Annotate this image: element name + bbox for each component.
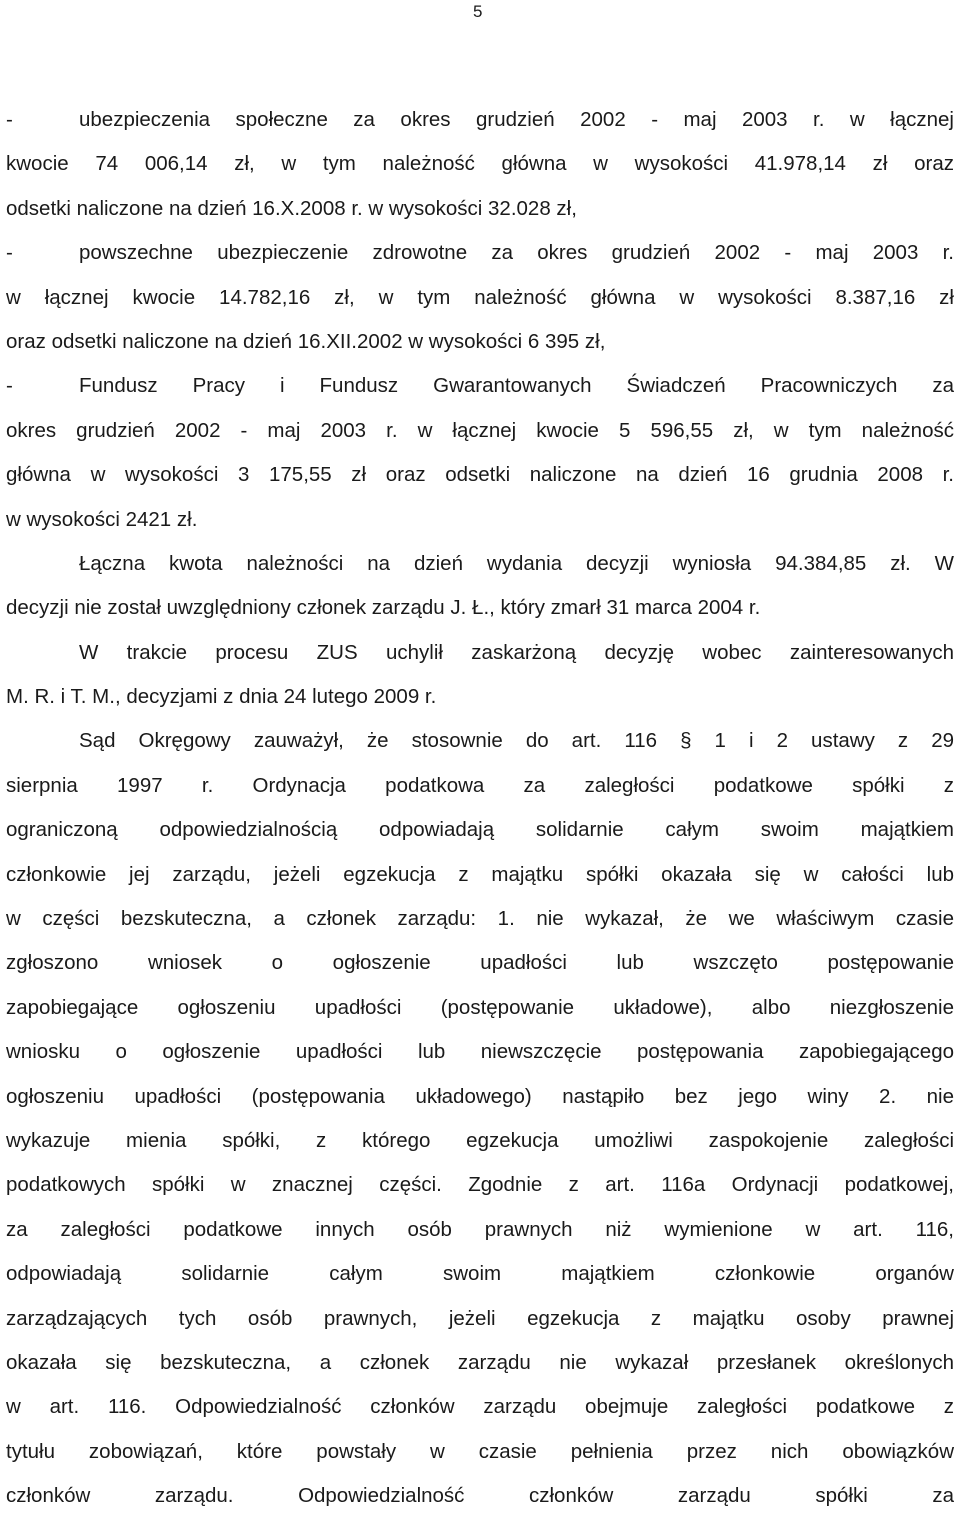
text-line: ubezpieczenia społeczne za okres grudzień 2002 - maj 2003 r. w łącznej: [79, 108, 954, 131]
list-dash: -: [6, 108, 13, 131]
text-line: zarządzających tych osób prawnych, jeżeli egzekucja z majątku osoby prawnej: [6, 1306, 954, 1330]
text-line: tytułu zobowiązań, które powstały w czasie pełnienia przez nich obowiązków: [6, 1439, 954, 1463]
text-line: okres grudzień 2002 - maj 2003 r. w łącznej kwocie 5 596,55 zł, w tym należność: [6, 418, 954, 442]
list-item-health-insurance: [6, 231, 954, 275]
text-line: za zaległości podatkowe innych osób prawnych niż wymienione w art. 116,: [6, 1217, 954, 1241]
text-line: w wysokości 2421 zł.: [6, 507, 198, 531]
list-dash: -: [6, 241, 13, 265]
text-line: ograniczoną odpowiedzialnością odpowiadają solidarnie całym swoim majątkiem: [6, 818, 954, 842]
text-line: sierpnia 1997 r. Ordynacja podatkowa za zaległości podatkowe spółki z: [6, 773, 954, 797]
text-line: zgłoszono wniosek o ogłoszenie upadłości lub wszczęto postępowanie: [6, 951, 954, 975]
text-line: w łącznej kwocie 14.782,16 zł, w tym należność główna w wysokości 8.387,16 zł: [6, 285, 954, 309]
text-line: powszechne ubezpieczenie zdrowotne za okres grudzień 2002 - maj 2003 r.: [79, 241, 954, 265]
text-line: Fundusz Pracy i Fundusz Gwarantowanych Świadczeń Pracowniczych za: [79, 374, 954, 398]
list-item-labour-fund: [6, 364, 954, 408]
list-dash: -: [6, 374, 13, 398]
list-item-social-insurance: [6, 98, 954, 142]
text-line: odpowiadają solidarnie całym swoim majątkiem członkowie organów: [6, 1262, 954, 1286]
text-line: podatkowych spółki w znacznej części. Zgodnie z art. 116a Ordynacji podatkowej,: [6, 1173, 954, 1197]
text-line: członków zarządu. Odpowiedzialność członków zarządu spółki za: [6, 1484, 954, 1508]
text-line: oraz odsetki naliczone na dzień 16.XII.2002 w wysokości 6 395 zł,: [6, 329, 606, 353]
text-line: odsetki naliczone na dzień 16.X.2008 r. w wysokości 32.028 zł,: [6, 196, 577, 220]
page-number: 5: [473, 2, 483, 21]
text-line: kwocie 74 006,14 zł, w tym należność główna w wysokości 41.978,14 zł oraz: [6, 152, 954, 176]
text-line: okazała się bezskuteczna, a członek zarządu nie wykazał przesłanek określonych: [6, 1350, 954, 1374]
text-line: ogłoszeniu upadłości (postępowania układowego) nastąpiło bez jego winy 2. nie: [6, 1084, 954, 1108]
text-line: M. R. i T. M., decyzjami z dnia 24 lutego 2009 r.: [6, 685, 437, 709]
text-line: członkowie jej zarządu, jeżeli egzekucja z majątku spółki okazała się w całości lub: [6, 862, 954, 886]
text-line: w art. 116. Odpowiedzialność członków zarządu obejmuje zaległości podatkowe z: [6, 1395, 954, 1419]
paragraph-court-reasoning: Sąd Okręgowy zauważył, że stosownie do art. 116 § 1 i 2 ustawy z 29: [79, 729, 954, 753]
text-line: decyzji nie został uwzględniony członek zarządu J. Ł., który zmarł 31 marca 2004 r.: [6, 596, 761, 620]
paragraph-total-amount: Łączna kwota należności na dzień wydania decyzji wyniosła 94.384,85 zł. W: [79, 551, 954, 575]
document-body: [6, 98, 954, 1519]
paragraph-zus-decision: W trakcie procesu ZUS uchylił zaskarżoną decyzję wobec zainteresowanych: [79, 640, 954, 664]
text-line: wniosku o ogłoszenie upadłości lub niewszczęcie postępowania zapobiegającego: [6, 1040, 954, 1064]
text-line: główna w wysokości 3 175,55 zł oraz odsetki naliczone na dzień 16 grudnia 2008 r.: [6, 463, 954, 487]
text-line: w części bezskuteczna, a członek zarządu: 1. nie wykazał, że we właściwym czasie: [6, 907, 954, 931]
text-line: wykazuje mienia spółki, z którego egzekucja umożliwi zaspokojenie zaległości: [6, 1128, 954, 1152]
text-line: zapobiegające ogłoszeniu upadłości (postępowanie układowe), albo niezgłoszenie: [6, 995, 954, 1019]
